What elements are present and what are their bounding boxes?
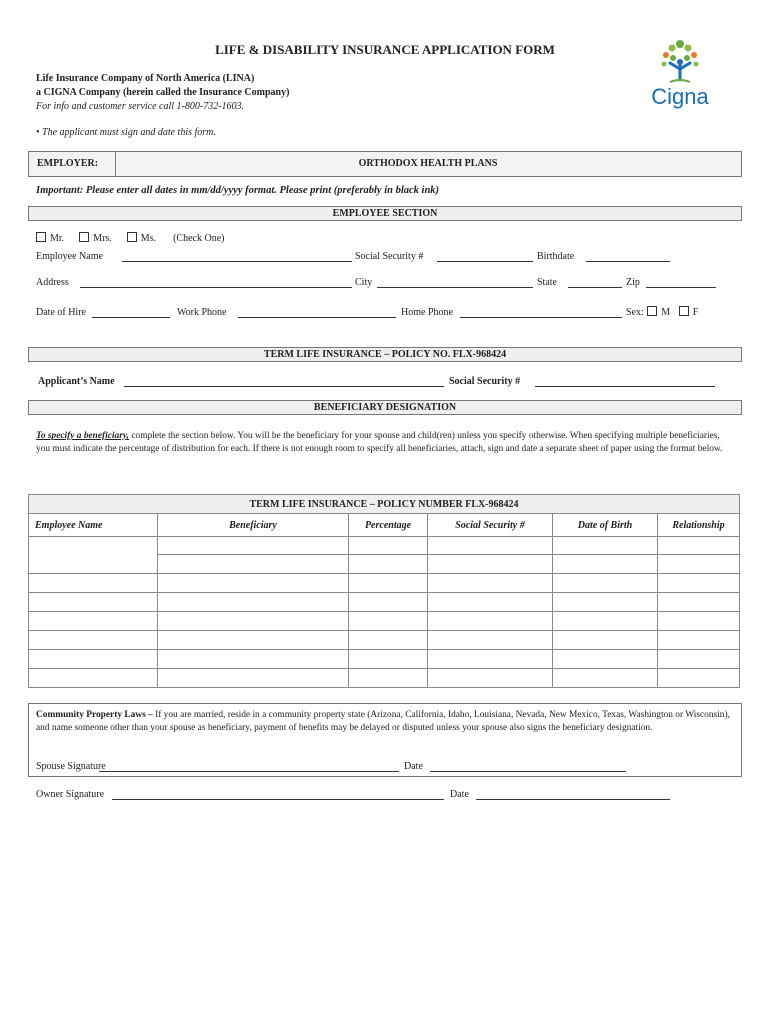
city-label: City [355, 277, 373, 288]
birthdate-field[interactable] [586, 261, 670, 262]
work-phone-field[interactable] [238, 317, 396, 318]
table-cell[interactable] [349, 650, 428, 669]
sex-options [626, 306, 698, 318]
company-line-1: Life Insurance Company of North America (LINA) [36, 73, 255, 84]
table-cell[interactable] [428, 669, 553, 688]
community-lead: Community Property Laws – [36, 710, 153, 720]
ssn-label: Social Security # [355, 251, 424, 262]
table-cell[interactable] [553, 669, 658, 688]
community-property-box [28, 703, 742, 777]
table-cell[interactable] [553, 537, 658, 555]
employer-value: ORTHODOX HEALTH PLANS [358, 158, 498, 169]
zip-field[interactable] [646, 287, 716, 288]
spouse-signature-field[interactable] [99, 771, 399, 772]
state-field[interactable] [568, 287, 622, 288]
mrs-label: Mrs. [93, 233, 112, 244]
employer-label: EMPLOYER: [37, 158, 99, 169]
form-title: LIFE & DISABILITY INSURANCE APPLICATION FORM [215, 42, 555, 57]
city-field[interactable] [377, 287, 533, 288]
table-row [29, 612, 740, 631]
table-cell[interactable] [553, 631, 658, 650]
table-cell[interactable] [349, 593, 428, 612]
ssn-field[interactable] [437, 261, 533, 262]
table-cell[interactable] [428, 631, 553, 650]
address-label: Address [36, 277, 69, 288]
owner-date-label: Date [450, 789, 469, 800]
table-cell[interactable] [428, 612, 553, 631]
table-cell[interactable] [658, 631, 740, 650]
birthdate-label: Birthdate [537, 251, 575, 262]
applicant-name-label: Applicant’s Name [38, 376, 115, 387]
spouse-signature-label: Spouse Signature [36, 761, 106, 772]
table-cell[interactable] [658, 555, 740, 574]
term-life-header: TERM LIFE INSURANCE – POLICY NO. FLX-968424 [28, 347, 742, 362]
table-cell[interactable] [658, 537, 740, 555]
state-label: State [537, 277, 557, 288]
table-cell[interactable] [349, 537, 428, 555]
applicant-ssn-label: Social Security # [449, 376, 521, 387]
table-cell[interactable] [428, 574, 553, 593]
home-phone-field[interactable] [460, 317, 622, 318]
beneficiary-header: BENEFICIARY DESIGNATION [28, 400, 742, 415]
applicant-name-field[interactable] [124, 386, 444, 387]
table-row [29, 650, 740, 669]
table-cell[interactable] [658, 612, 740, 631]
employee-name-field[interactable] [122, 261, 352, 262]
male-checkbox[interactable] [647, 306, 657, 316]
beneficiary-table [28, 494, 740, 688]
owner-signature-label: Owner Signature [36, 789, 105, 800]
table-cell[interactable] [29, 574, 158, 593]
table-cell[interactable] [658, 593, 740, 612]
work-phone-label: Work Phone [177, 307, 227, 318]
table-cell[interactable] [158, 612, 349, 631]
table-cell[interactable] [158, 593, 349, 612]
sign-instruction: • The applicant must sign and date this form. [36, 127, 216, 138]
zip-label: Zip [626, 277, 640, 288]
table-cell[interactable] [29, 537, 158, 574]
employee-name-label: Employee Name [36, 251, 103, 262]
employee-section-header: EMPLOYEE SECTION [28, 206, 742, 221]
col-dob: Date of Birth [553, 514, 658, 537]
table-cell[interactable] [158, 537, 349, 555]
table-cell[interactable] [349, 669, 428, 688]
employer-row [28, 151, 742, 177]
date-of-hire-field[interactable] [92, 317, 170, 318]
table-cell[interactable] [658, 669, 740, 688]
table-cell[interactable] [428, 650, 553, 669]
owner-signature-field[interactable] [112, 799, 444, 800]
community-property-text [36, 709, 736, 735]
table-cell[interactable] [349, 612, 428, 631]
ms-label: Ms. [140, 233, 157, 244]
table-cell[interactable] [158, 669, 349, 688]
check-one-label: (Check One) [173, 233, 225, 244]
owner-date-field[interactable] [476, 799, 670, 800]
applicant-ssn-field[interactable] [535, 386, 715, 387]
sex-label: Sex: [626, 307, 644, 318]
table-cell[interactable] [428, 593, 553, 612]
table-row [29, 631, 740, 650]
male-label: M [661, 307, 671, 318]
ms-checkbox[interactable] [127, 232, 137, 242]
table-cell[interactable] [553, 593, 658, 612]
table-cell[interactable] [349, 631, 428, 650]
table-cell[interactable] [349, 555, 428, 574]
spouse-date-field[interactable] [430, 771, 626, 772]
col-percentage: Percentage [349, 514, 428, 537]
table-cell[interactable] [553, 650, 658, 669]
cigna-logo [640, 36, 720, 112]
mrs-checkbox[interactable] [79, 232, 89, 242]
important-note: Important: Please enter all dates in mm/dd/yyyy format. Please print (preferably in black ink) [36, 185, 440, 196]
table-cell[interactable] [29, 612, 158, 631]
table-row [29, 669, 740, 688]
mr-checkbox[interactable] [36, 232, 46, 242]
table-cell[interactable] [658, 574, 740, 593]
table-row [29, 574, 740, 593]
table-cell[interactable] [158, 574, 349, 593]
table-row [29, 537, 740, 555]
table-cell[interactable] [29, 593, 158, 612]
col-relationship: Relationship [658, 514, 740, 537]
table-cell[interactable] [158, 555, 349, 574]
tree-icon [640, 36, 720, 86]
mr-label: Mr. [50, 233, 65, 244]
table-row [29, 593, 740, 612]
table-cell[interactable] [29, 669, 158, 688]
beneficiary-instructions [36, 430, 736, 456]
col-employee-name: Employee Name [29, 514, 158, 537]
home-phone-label: Home Phone [401, 307, 453, 318]
female-label: F [692, 307, 699, 318]
table-cell[interactable] [29, 650, 158, 669]
beneficiary-text: complete the section below. You will be the beneficiary for your spouse and child(ren) unless you specify otherwise. When specifying multiple beneficiaries, you must indicate the percentage of distribution for each. If there is not enough room to specify all beneficiaries, attach, sign and date a separate sheet of paper using the format below. [36, 431, 723, 454]
company-line-2: a CIGNA Company (herein called the Insurance Company) [36, 87, 290, 98]
col-ssn: Social Security # [428, 514, 553, 537]
table-title: TERM LIFE INSURANCE – POLICY NUMBER FLX-968424 [29, 495, 740, 514]
date-of-hire-label: Date of Hire [36, 307, 86, 318]
logo-text: Cigna [651, 84, 709, 109]
table-cell[interactable] [428, 537, 553, 555]
female-checkbox[interactable] [679, 306, 689, 316]
col-beneficiary: Beneficiary [158, 514, 349, 537]
beneficiary-lead: To specify a beneficiary, [36, 431, 130, 441]
table-cell[interactable] [428, 555, 553, 574]
table-cell[interactable] [29, 631, 158, 650]
table-cell[interactable] [349, 574, 428, 593]
table-cell[interactable] [553, 612, 658, 631]
community-body: If you are married, reside in a community property state (Arizona, California, Idaho, Louisiana, Nevada, New Mexico, Texas, Washington or Wisconsin), and name someone other than your spouse as beneficiary, payment of benefits may be delayed or disputed unless your spouse also signs the beneficiary designation. [36, 710, 730, 733]
table-cell[interactable] [553, 555, 658, 574]
table-cell[interactable] [158, 650, 349, 669]
table-cell[interactable] [658, 650, 740, 669]
table-cell[interactable] [158, 631, 349, 650]
table-cell[interactable] [553, 574, 658, 593]
title-options [36, 232, 224, 244]
spouse-date-label: Date [404, 761, 423, 772]
address-field[interactable] [80, 287, 352, 288]
company-phone: For info and customer service call 1-800-732-1603. [36, 101, 245, 112]
